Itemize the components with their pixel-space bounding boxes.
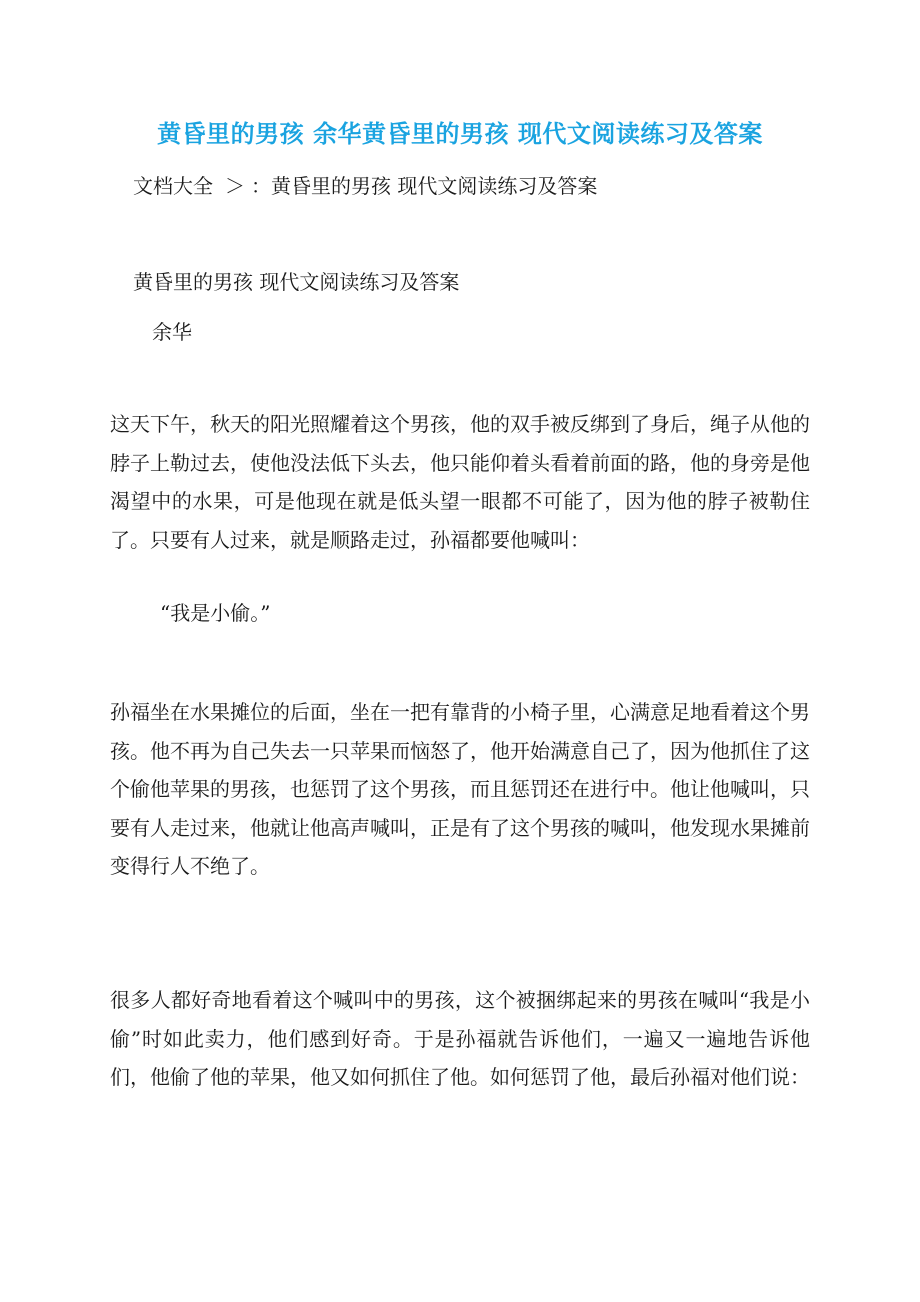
document-title: 黄昏里的男孩 余华黄昏里的男孩 现代文阅读练习及答案 (157, 119, 763, 148)
quote-line: “我是小偷。” (160, 601, 271, 625)
article-author: 余华 (152, 320, 192, 344)
breadcrumb-root-link[interactable]: 文档大全 (133, 174, 213, 198)
paragraph-1: 这天下午，秋天的阳光照耀着这个男孩，他的双手被反绑到了身后，绳子从他的脖子上勒过去，使他没法低下头去，他只能仰着头看着前面的路，他的身旁是他渴望中的水果，可是他现在就是低头望一眼都不可能了，因为他的脖子被勒住了。只要有人过来，就是顺路走过，孙福都要他喊叫： (110, 412, 810, 552)
paragraph-3: 很多人都好奇地看着这个喊叫中的男孩，这个被捆绑起来的男孩在喊叫“我是小偷”时如此卖力，他们感到好奇。于是孙福就告诉他们，一遍又一遍地告诉他们，他偷了他的苹果，他又如何抓住了他。如何惩罚了他，最后孙福对他们说： (110, 988, 810, 1089)
article-subtitle: 黄昏里的男孩 现代文阅读练习及答案 (133, 270, 460, 294)
breadcrumb (133, 170, 597, 199)
breadcrumb-separator: ＞ (225, 174, 245, 198)
paragraph-2: 孙福坐在水果摊位的后面，坐在一把有靠背的小椅子里，心满意足地看着这个男孩。他不再为自己失去一只苹果而恼怒了，他开始满意自己了，因为他抓住了这个偷他苹果的男孩，也惩罚了这个男孩，而且惩罚还在进行中。他让他喊叫，只要有人走过来，他就让他高声喊叫，正是有了这个男孩的喊叫，他发现水果摊前变得行人不绝了。 (110, 700, 810, 878)
breadcrumb-current: ：黄昏里的男孩 现代文阅读练习及答案 (251, 174, 598, 198)
